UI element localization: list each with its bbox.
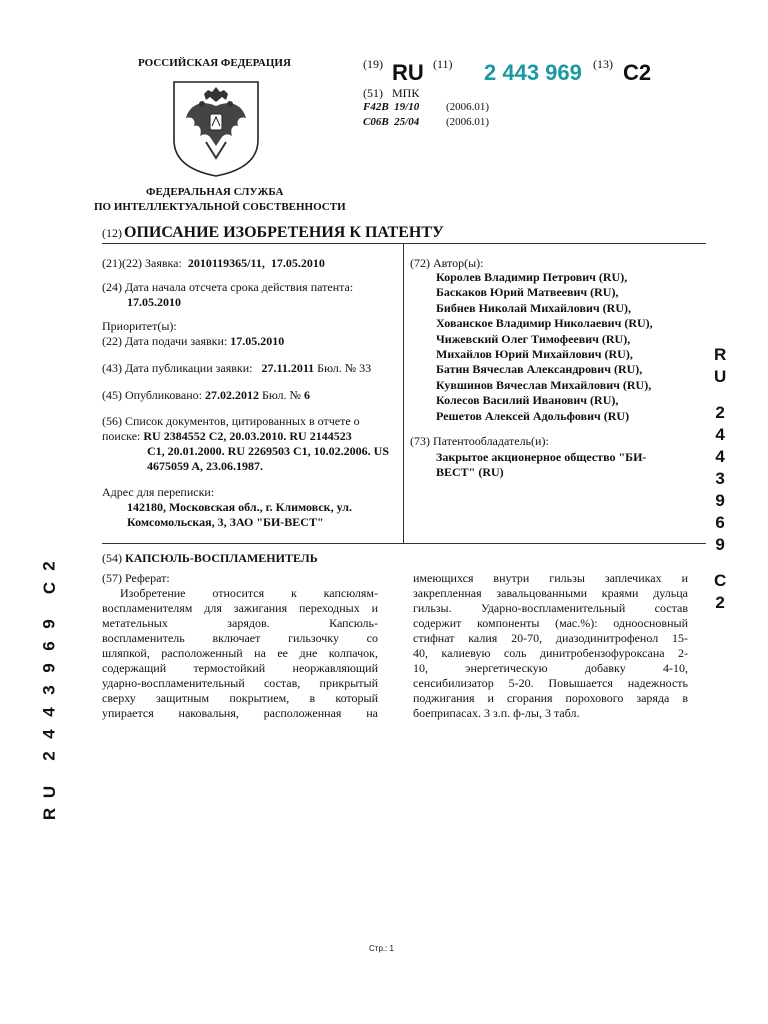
abstract-line: закрепленная завальцованными краями дульца: [413, 586, 688, 600]
cited-text-1: Список документов, цитированных в отчете о: [125, 414, 360, 428]
app-label: Заявка:: [144, 256, 182, 270]
abstract-line: упирается наковальня, расположенная на: [102, 706, 378, 720]
cited-text-4: 4675059 A, 23.06.1987.: [147, 459, 264, 473]
abstract-line: шляпкой, расположенный на ее дне колпачок,: [102, 646, 378, 660]
country-code: RU: [392, 60, 424, 85]
author-name: Батин Вячеслав Александрович (RU),: [436, 362, 643, 377]
abstract-line: боеприпасах. 3 з.п. ф-лы, 3 табл.: [413, 706, 580, 720]
abstract-line: 10, энергетическую добавку 4-10,: [413, 661, 688, 675]
side-char: 4: [715, 447, 725, 466]
side-char: 4: [40, 729, 60, 739]
published-bulletin-number: 6: [303, 388, 310, 402]
cited-line-2: [102, 429, 352, 444]
ipc-version-1: (2006.01): [446, 101, 490, 113]
author-name: Чижевский Олег Тимофеевич (RU),: [436, 331, 631, 346]
abstract-line: имеющихся внутри гильзы заплечиках и: [413, 571, 688, 585]
authors-code: (72): [410, 256, 430, 270]
side-char: 9: [40, 619, 60, 629]
priority-label: Приоритет(ы):: [102, 319, 177, 333]
side-char: 2: [715, 593, 725, 612]
patent-number: 2 443 969: [484, 60, 582, 85]
cited-label: поиске:: [102, 429, 141, 443]
side-char: 9: [715, 535, 725, 554]
app-code: (21)(22): [102, 256, 142, 270]
ipc-version-2: (2006.01): [446, 116, 490, 128]
state-emblem-icon: [172, 80, 260, 178]
filing-value: 17.05.2010: [230, 334, 285, 348]
term-label: Дата начала отсчета срока действия патента:: [125, 280, 354, 294]
owner-label: Патентообладатель(и):: [433, 434, 549, 448]
side-char: C: [40, 581, 60, 595]
mpk-label: МПК: [392, 86, 420, 100]
owner-line-1: Закрытое акционерное общество "БИ-: [436, 450, 647, 464]
side-char: 6: [715, 513, 725, 532]
term-value: 17.05.2010: [127, 295, 181, 309]
pub-label: Дата публикации заявки:: [125, 361, 253, 375]
cited-text-2: RU 2384552 C2, 20.03.2010. RU 2144523: [143, 429, 352, 443]
application-field: [102, 256, 325, 271]
abstract-line: 40, калиевую соль динитробензофуроксана 2-: [413, 646, 688, 660]
agency-line-1: ФЕДЕРАЛЬНАЯ СЛУЖБА: [146, 186, 284, 198]
authors-list: [436, 270, 653, 424]
side-number-left: [40, 555, 60, 825]
author-name: Баскаков Юрий Матвеевич (RU),: [436, 285, 619, 300]
term-code: (24): [102, 280, 122, 294]
agency-line-2: ПО ИНТЕЛЛЕКТУАЛЬНОЙ СОБСТВЕННОСТИ: [94, 201, 346, 213]
owner-line-2: ВЕСТ" (RU): [436, 465, 504, 479]
abstract-line: стифнат калия 20-70, диазодинитрофенол 15-: [413, 631, 688, 645]
code-57: (57): [102, 571, 122, 585]
invention-title: [102, 551, 318, 566]
pub-code: (43): [102, 361, 122, 375]
country-name: РОССИЙСКАЯ ФЕДЕРАЦИЯ: [138, 57, 291, 69]
side-char: 2: [715, 403, 725, 422]
cited-line-1: [102, 414, 360, 429]
author-name: Михайлов Юрий Михайлович (RU),: [436, 347, 633, 362]
authors-header: [410, 256, 484, 271]
code-54: (54): [102, 551, 122, 565]
side-char: 9: [715, 491, 725, 510]
code-13: (13): [593, 57, 613, 71]
abstract-line: гильзы. Ударно-воспламенительный состав: [413, 601, 688, 615]
side-char: 3: [715, 469, 725, 488]
side-char: 2: [40, 751, 60, 761]
side-char: 9: [40, 663, 60, 673]
biblio-rule: [102, 543, 706, 544]
filing-label: Дата подачи заявки:: [125, 334, 228, 348]
abstract-line: воспламенитель включает гильзочку со: [102, 631, 378, 645]
address-label: Адрес для переписки:: [102, 485, 215, 499]
published-code: (45): [102, 388, 122, 402]
abstract-line: сенсибилизатор 5-20. Повышается надежность: [413, 676, 688, 690]
author-name: Решетов Алексей Адольфович (RU): [436, 408, 630, 423]
author-name: Королев Владимир Петрович (RU),: [436, 270, 628, 284]
document-title: ОПИСАНИЕ ИЗОБРЕТЕНИЯ К ПАТЕНТУ: [124, 224, 444, 241]
published-value: 27.02.2012: [204, 388, 259, 402]
side-char: 4: [40, 707, 60, 717]
side-char: U: [40, 785, 60, 799]
authors-label: Автор(ы):: [433, 256, 484, 270]
abstract-line: содержит компоненты (мас.%): одноосновный: [413, 616, 688, 630]
author-name: Кувшинов Вячеслав Михайлович (RU),: [436, 377, 652, 392]
code-19: (19): [363, 57, 383, 71]
abstract-left-column: [102, 586, 378, 721]
owner-code: (73): [410, 434, 430, 448]
page-number: Стр.: 1: [369, 944, 395, 953]
address-line-2: Комсомольская, 3, ЗАО "БИ-ВЕСТ": [127, 515, 324, 529]
ipc-code-2: C06B 25/04: [363, 116, 420, 128]
side-char: C: [714, 571, 727, 590]
published-label: Опубликовано:: [125, 388, 202, 402]
ipc-code-1: F42B 19/10: [363, 101, 420, 113]
author-name: Хованское Владимир Николаевич (RU),: [436, 316, 653, 331]
publication-field: [102, 361, 371, 376]
abstract-label: Реферат:: [125, 571, 170, 585]
code-11: (11): [433, 57, 453, 71]
title-rule: [102, 243, 706, 244]
abstract-right-column: [413, 571, 688, 721]
side-char: 2: [40, 561, 60, 571]
pub-bulletin: Бюл. № 33: [317, 361, 372, 375]
address-line-1: 142180, Московская обл., г. Климовск, ул.: [127, 500, 353, 514]
published-field: [102, 388, 310, 403]
side-char: R: [714, 345, 727, 364]
term-field: [102, 280, 353, 295]
code-51: (51): [363, 86, 383, 100]
abstract-line: метательных зарядов. Капсюль-: [102, 616, 378, 630]
filing-field: [102, 334, 284, 349]
side-char: R: [40, 807, 60, 821]
side-number-right: [714, 346, 726, 616]
abstract-line: поджигания и сгорания порохового заряда в: [413, 691, 688, 705]
code-12: (12): [102, 226, 122, 240]
abstract-line: сверху защитным покрытием, в который: [102, 691, 378, 705]
published-bulletin-label: Бюл. №: [261, 388, 301, 402]
author-name: Колесов Василий Иванович (RU),: [436, 393, 619, 408]
abstract-header: [102, 571, 170, 586]
column-divider: [403, 243, 404, 543]
abstract-line: Изобретение относится к капсюлям-: [120, 586, 378, 600]
side-char: 3: [40, 685, 60, 695]
cited-code: (56): [102, 414, 122, 428]
owner-header: [410, 434, 549, 449]
cited-text-3: C1, 20.01.2000. RU 2269503 C1, 10.02.2006. US: [147, 444, 390, 458]
abstract-line: содержащий термостойкий неоржавляющий: [102, 661, 378, 675]
side-char: 6: [40, 641, 60, 651]
abstract-line: воспламенителям для зажигания переходных и: [102, 601, 378, 615]
side-char: 4: [715, 425, 725, 444]
abstract-line: ударно-воспламенительный состав, прикрытый: [102, 676, 378, 690]
kind-code: C2: [623, 60, 652, 85]
filing-code: (22): [102, 334, 122, 348]
author-name: Бибнев Николай Михайлович (RU),: [436, 300, 631, 315]
pub-value: 27.11.2011: [261, 361, 315, 375]
app-value: 2010119365/11, 17.05.2010: [187, 256, 325, 270]
side-char: U: [714, 367, 727, 386]
invention-title-text: КАПСЮЛЬ-ВОСПЛАМЕНИТЕЛЬ: [125, 551, 318, 565]
